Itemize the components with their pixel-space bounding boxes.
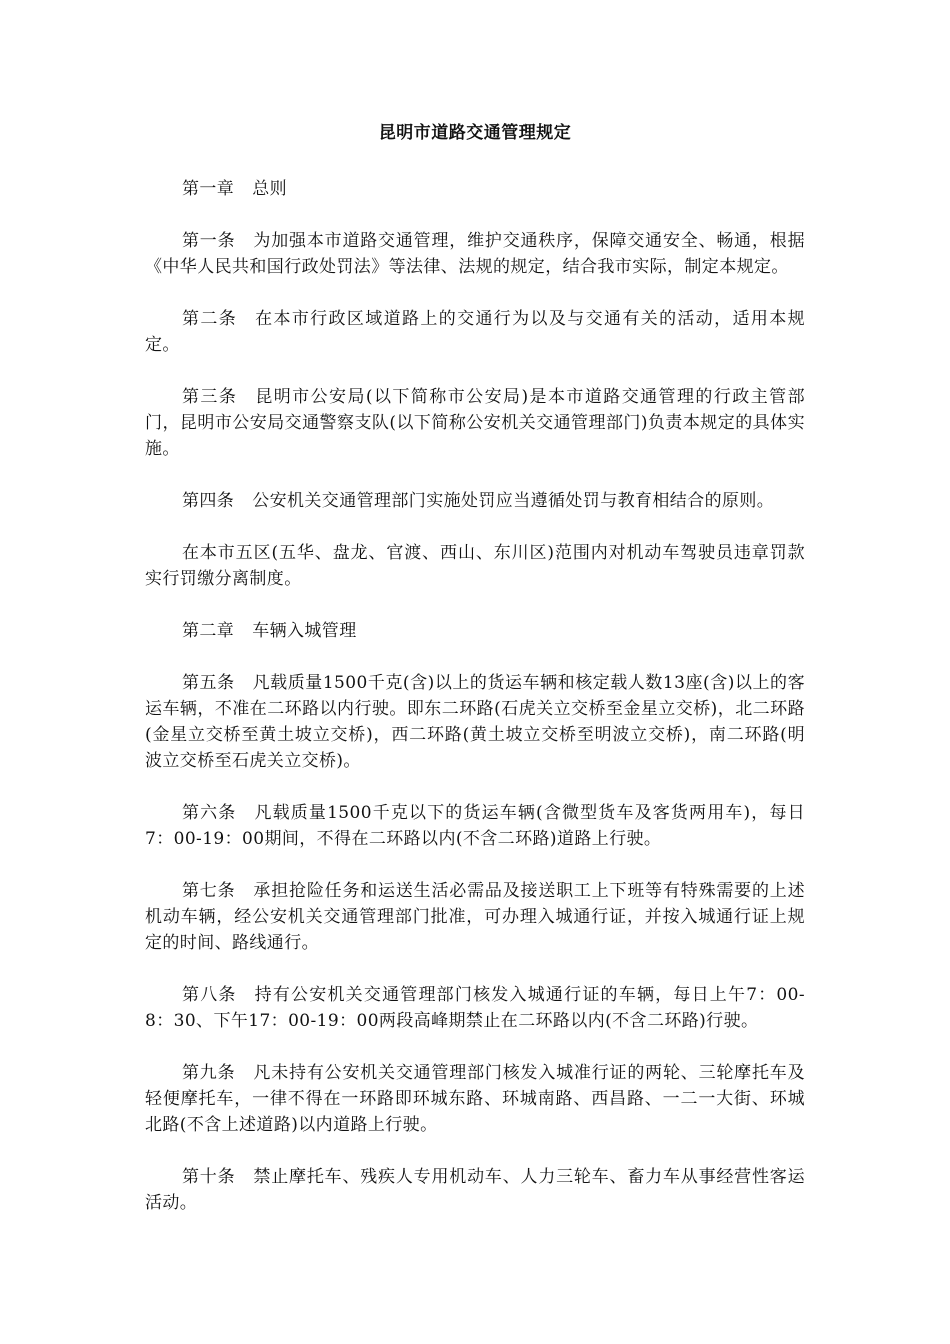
article-text: 持有公安机关交通管理部门核发入城通行证的车辆，每日上午7：00-8：30、下午17：00-19：00两段高峰期禁止在二环路以内(不含二环路)行驶。	[145, 985, 805, 1031]
article-label: 第一条	[182, 231, 236, 251]
article-label: 第七条	[182, 881, 236, 901]
chapter-label: 第一章	[182, 179, 235, 199]
article-label: 第二条	[182, 309, 238, 329]
article-paragraph	[145, 1060, 805, 1138]
article-text: 在本市行政区域道路上的交通行为以及与交通有关的活动，适用本规定。	[145, 309, 806, 355]
article-label: 第九条	[182, 1063, 236, 1083]
article-paragraph	[145, 800, 805, 852]
article-text: 公安机关交通管理部门实施处罚应当遵循处罚与教育相结合的原则。	[252, 491, 775, 511]
article-text: 禁止摩托车、残疾人专用机动车、人力三轮车、畜力车从事经营性客运活动。	[145, 1167, 805, 1213]
article-text: 凡载质量1500千克以下的货运车辆(含微型货车及客货两用车)，每日7：00-19：00期间，不得在二环路以内(不含二环路)道路上行驶。	[145, 803, 806, 849]
article-label: 第四条	[182, 491, 235, 511]
chapter-label: 第二章	[182, 621, 235, 641]
article-paragraph	[145, 306, 805, 358]
article-paragraph	[145, 982, 805, 1034]
article-paragraph	[145, 488, 805, 514]
article-text: 凡未持有公安机关交通管理部门核发入城准行证的两轮、三轮摩托车及轻便摩托车，一律不得在一环路即环城东路、环城南路、西昌路、一二一大街、环城北路(不含上述道路)以内道路上行驶。	[145, 1063, 805, 1135]
article-text: 为加强本市道路交通管理，维护交通秩序，保障交通安全、畅通，根据《中华人民共和国行政处罚法》等法律、法规的规定，结合我市实际，制定本规定。	[145, 231, 805, 277]
article-paragraph	[145, 1164, 805, 1216]
article-text: 凡载质量1500千克(含)以上的货运车辆和核定载人数13座(含)以上的客运车辆，不准在二环路以内行驶。即东二环路(石虎关立交桥至金星立交桥)，北二环路(金星立交桥至黄土坡立交桥)，西二环路(黄土坡立交桥至明波立交桥)，南二环路(明波立交桥至石虎关立交桥)。	[145, 673, 805, 771]
article-text: 承担抢险任务和运送生活必需品及接送职工上下班等有特殊需要的上述机动车辆，经公安机关交通管理部门批准，可办理入城通行证，并按入城通行证上规定的时间、路线通行。	[145, 881, 805, 953]
article-paragraph	[145, 384, 805, 462]
chapter-title: 总则	[252, 179, 288, 199]
document-page	[145, 120, 805, 1242]
article-paragraph	[145, 670, 805, 774]
article-text: 昆明市公安局(以下简称市公安局)是本市道路交通管理的行政主管部门，昆明市公安局交通警察支队(以下简称公安机关交通管理部门)负责本规定的具体实施。	[145, 387, 805, 459]
chapter-title: 车辆入城管理	[252, 621, 357, 641]
chapter-heading	[145, 618, 805, 644]
article-label: 第三条	[182, 387, 238, 407]
article-label: 第八条	[182, 985, 237, 1005]
article-label: 第五条	[182, 673, 235, 693]
document-title: 昆明市道路交通管理规定	[378, 123, 572, 143]
article-label: 第十条	[182, 1167, 236, 1187]
paragraph-text: 在本市五区(五华、盘龙、官渡、西山、东川区)范围内对机动车驾驶员违章罚款实行罚缴分离制度。	[145, 543, 805, 589]
chapter-heading	[145, 176, 805, 202]
article-label: 第六条	[182, 803, 237, 823]
article-paragraph	[145, 878, 805, 956]
article-paragraph	[145, 228, 805, 280]
body-paragraph	[145, 540, 805, 592]
